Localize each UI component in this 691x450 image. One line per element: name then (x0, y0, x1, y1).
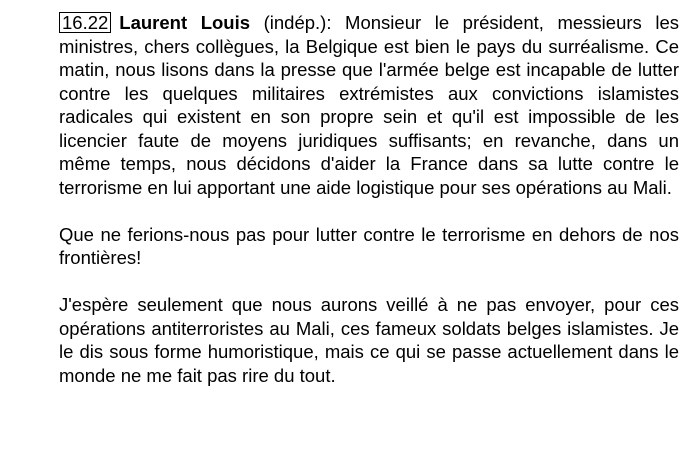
speech-paragraph-3: J'espère seulement que nous aurons veillé à ne pas envoyer, pour ces opérations antiterroristes au Mali, ces fameux soldats belges islamistes. Je le dis sous forme humoristique, mais ce qui se passe actuellement dans le monde ne me fait pas rire du tout. (59, 294, 679, 386)
speech-paragraph-2: Que ne ferions-nous pas pour lutter contre le terrorisme en dehors de nos frontières! (59, 223, 679, 268)
transcript-page (59, 11, 679, 387)
speaker-party: (indép.): (250, 12, 332, 33)
timestamp-box: 16.22 (59, 12, 111, 33)
speaker-name: Laurent Louis (119, 12, 251, 33)
paragraph-1-text: Monsieur le président, messieurs les ministres, chers collègues, la Belgique est bien le pays du surréalisme. Ce matin, nous lisons dans la presse que l'armée belge est incapable de lutter contre les quelques militaires extrémistes aux convictions islamistes radicales qui existent en son propre sein et qu'il est impossible de les licencier faute de moyens juridiques suffisants; en revanche, dans un même temps, nous décidons d'aider la France dans sa lutte contre le terrorisme en lui apportant une aide logistique pour ses opérations au Mali. (59, 12, 679, 198)
speech-paragraph-1 (59, 11, 679, 199)
